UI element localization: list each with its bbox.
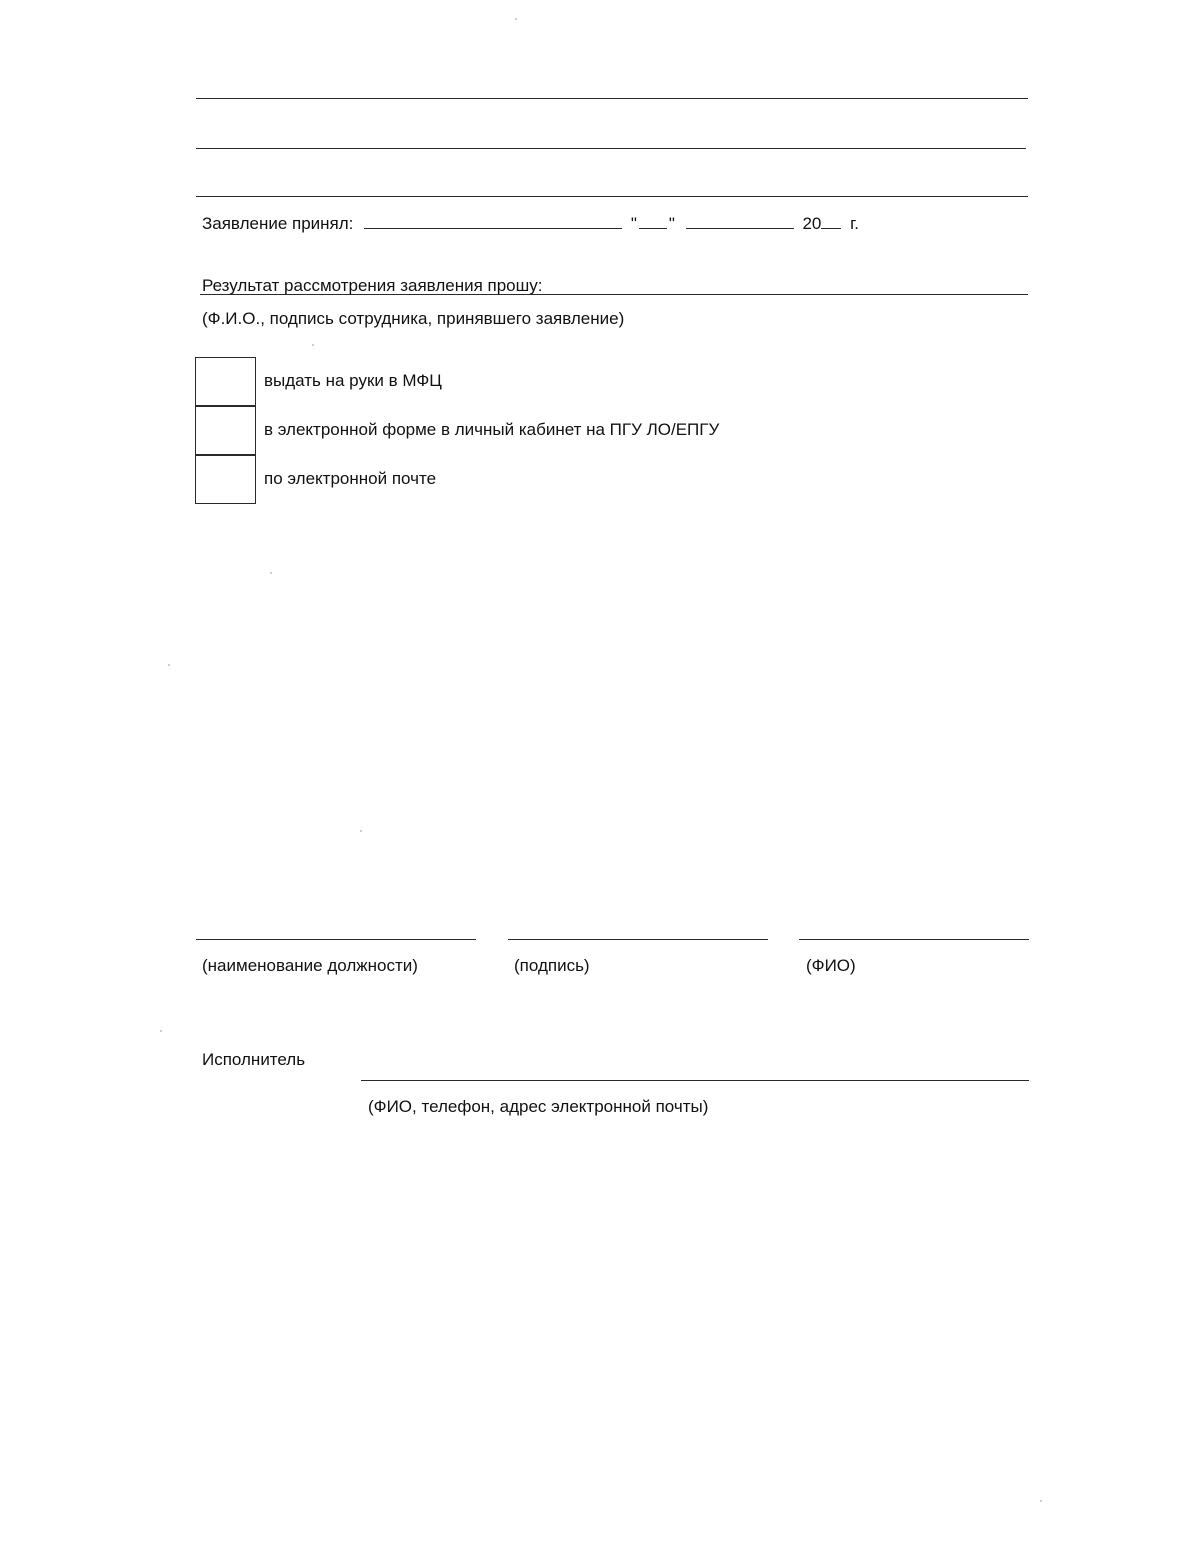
option-label-portal: в электронной форме в личный кабинет на ПГУ ЛО/ЕПГУ [264,420,720,439]
position-caption: (наименование должности) [202,956,418,975]
date-year-prefix: 20 [802,214,822,233]
option-checkbox-email[interactable] [195,455,256,504]
blank-line-3[interactable] [196,196,1028,197]
position-line[interactable] [196,939,476,940]
scan-speck [1040,1500,1042,1502]
option-checkbox-mfc[interactable] [195,357,256,406]
scan-speck [515,18,517,20]
date-year-field[interactable] [821,212,841,229]
scan-speck [360,830,362,832]
result-heading-line[interactable] [200,294,1028,295]
result-heading: Результат рассмотрения заявления прошу: [202,276,543,295]
signature-caption: (подпись) [514,956,590,975]
accepted-by-field[interactable] [364,212,622,229]
date-year-suffix: г. [850,214,859,233]
accepted-label: Заявление принял: [202,214,354,233]
blank-line-1[interactable] [196,98,1028,99]
scan-speck [160,1030,162,1032]
accepted-by-caption: (Ф.И.О., подпись сотрудника, принявшего заявление) [202,309,625,328]
date-day-field[interactable] [639,212,667,229]
name-caption: (ФИО) [806,956,856,975]
date-quote-open: " [630,214,637,233]
blank-line-2[interactable] [196,148,1026,149]
executor-caption: (ФИО, телефон, адрес электронной почты) [368,1097,709,1116]
scan-speck [312,344,314,346]
signature-line[interactable] [508,939,768,940]
scan-speck [168,664,170,666]
option-checkbox-portal[interactable] [195,406,256,455]
executor-label: Исполнитель [202,1050,306,1069]
name-line[interactable] [799,939,1029,940]
scan-speck [270,572,272,574]
option-label-email: по электронной почте [264,469,437,488]
option-label-mfc: выдать на руки в МФЦ [264,371,442,390]
date-quote-close: " [668,214,675,233]
date-month-field[interactable] [686,212,794,229]
accepted-row [202,212,859,234]
executor-line[interactable] [361,1080,1029,1081]
